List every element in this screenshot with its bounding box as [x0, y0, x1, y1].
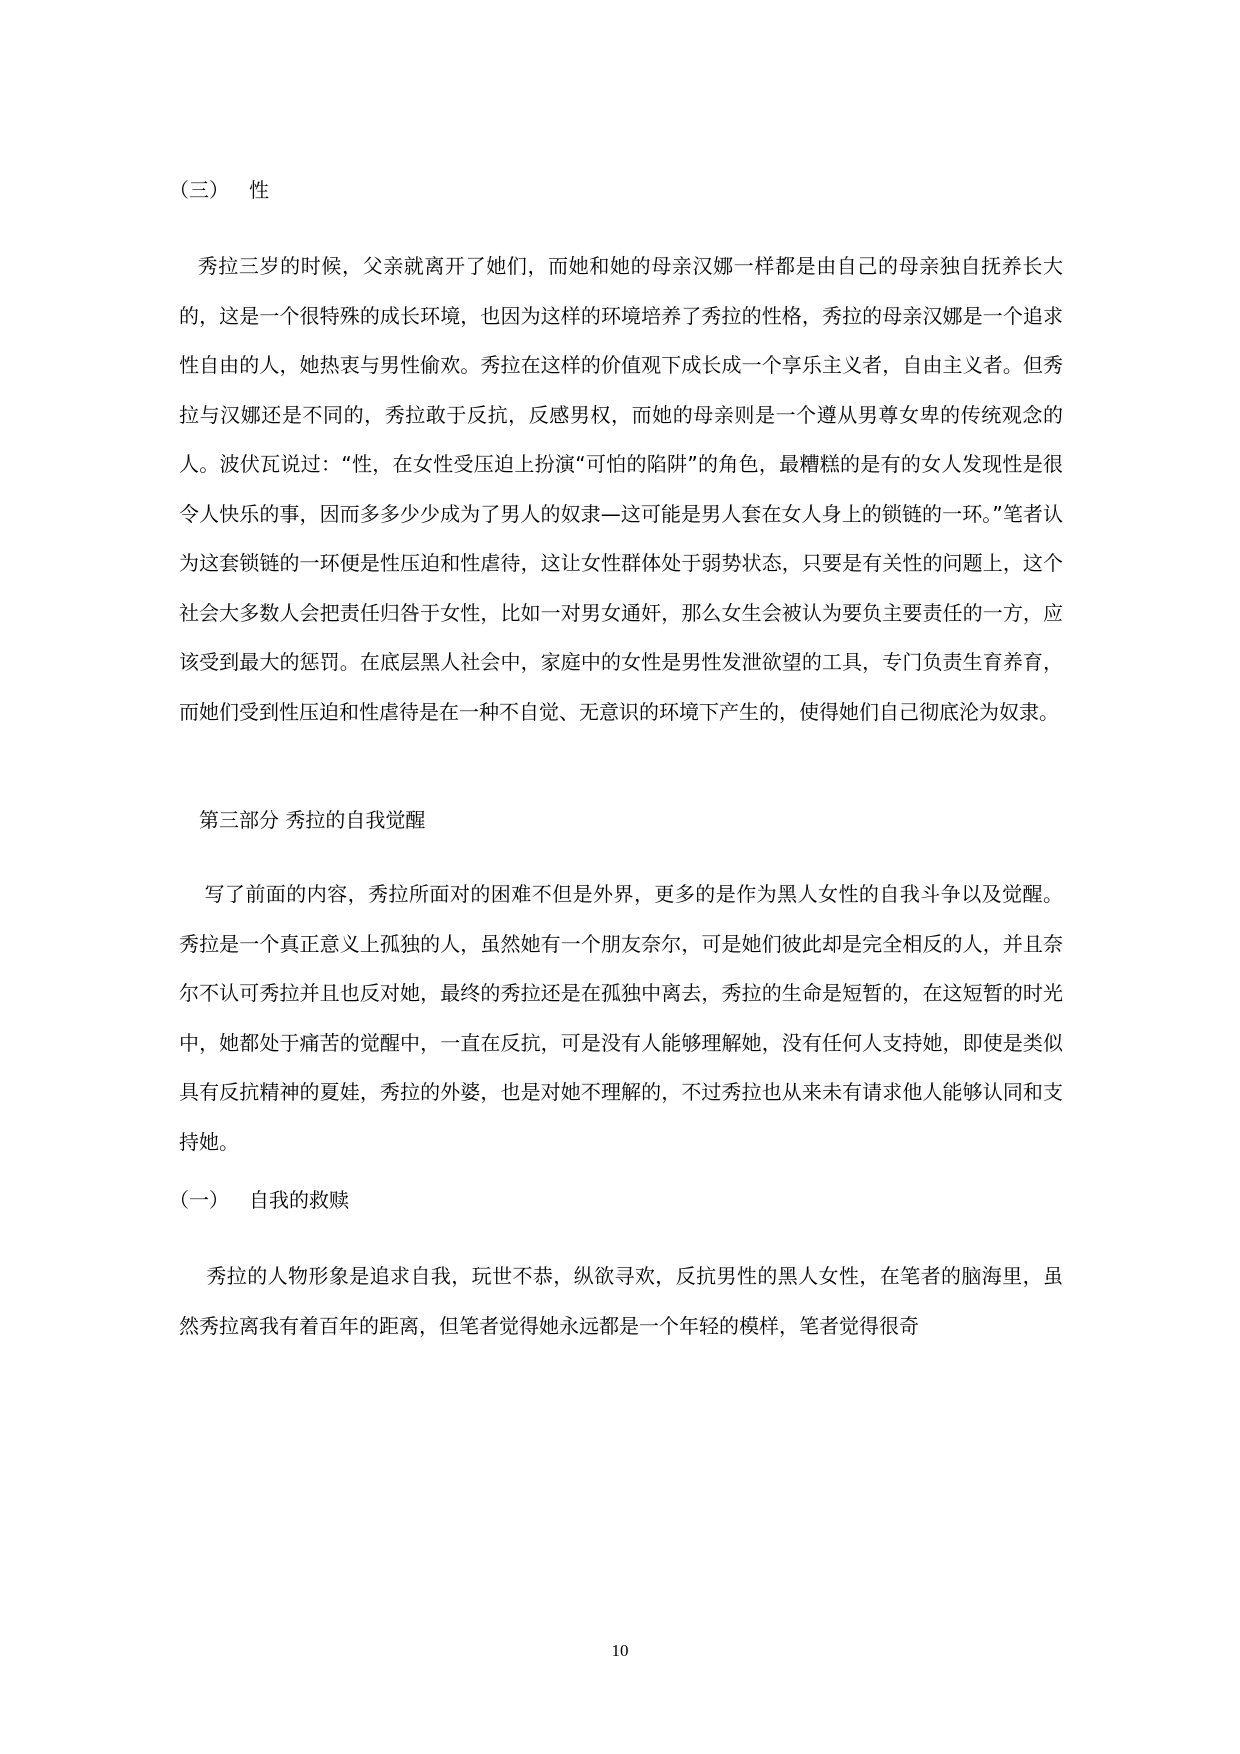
body-paragraph [179, 1252, 1063, 1351]
part-heading [199, 806, 425, 834]
subsection-number: （一） [169, 1188, 229, 1212]
paragraph-text: 秀拉三岁的时候，父亲就离开了她们，而她和她的母亲汉娜一样都是由自己的母亲独自抚养长大的，这是一个很特殊的成长环境，也因为这样的环境培养了秀拉的性格，秀拉的母亲汉娜是一个追求性自由的人，她热衷与男性偷欢。秀拉在这样的价值观下成长成一个享乐主义者，自由主义者。但秀拉与汉娜还是不同的，秀拉敢于反抗，反感男权，而她的母亲则是一个遵从男尊女卑的传统观念的人。波伏瓦说过：“性，在女性受压迫上扮演“可怕的陷阱”的角色，最糟糕的是有的女人发现性是很令人快乐的事，因而多多少少成为了男人的奴隶—这可能是男人套在女人身上的锁链的一环。”笔者认为这套锁链的一环便是性压迫和性虐待，这让女性群体处于弱势状态，只要是有关性的问题上，这个社会大多数人会把责任归咎于女性，比如一对男女通奸，那么女生会被认为要负主要责任的一方，应该受到最大的惩罚。在底层黑人社会中，家庭中的女性是男性发泄欲望的工具，专门负责生育养育，而她们受到性压迫和性虐待是在一种不自觉、无意识的环境下产生的，使得她们自己彻底沦为奴隶。 [179, 254, 1063, 724]
body-paragraph [179, 870, 1063, 1167]
part-title: 第三部分 秀拉的自我觉醒 [199, 808, 426, 832]
section-heading [169, 176, 269, 204]
section-title: 性 [249, 178, 269, 202]
paragraph-text: 秀拉的人物形象是追求自我，玩世不恭，纵欲寻欢，反抗男性的黑人女性，在笔者的脑海里，虽然秀拉离我有着百年的距离，但笔者觉得她永远都是一个年轻的模样，笔者觉得很奇 [179, 1264, 1063, 1338]
subsection-heading [169, 1186, 349, 1214]
section-number: （三） [169, 178, 229, 202]
paragraph-text: 写了前面的内容，秀拉所面对的困难不但是外界，更多的是作为黑人女性的自我斗争以及觉醒。秀拉是一个真正意义上孤独的人，虽然她有一个朋友奈尔，可是她们彼此却是完全相反的人，并且奈尔不认可秀拉并且也反对她，最终的秀拉还是在孤独中离去，秀拉的生命是短暂的，在这短暂的时光中，她都处于痛苦的觉醒中，一直在反抗，可是没有人能够理解她，没有任何人支持她，即使是类似具有反抗精神的夏娃，秀拉的外婆，也是对她不理解的，不过秀拉也从来未有请求他人能够认同和支持她。 [179, 882, 1063, 1154]
subsection-title: 自我的救赎 [249, 1188, 349, 1212]
page-number: 10 [611, 1641, 629, 1660]
body-paragraph [179, 242, 1063, 737]
